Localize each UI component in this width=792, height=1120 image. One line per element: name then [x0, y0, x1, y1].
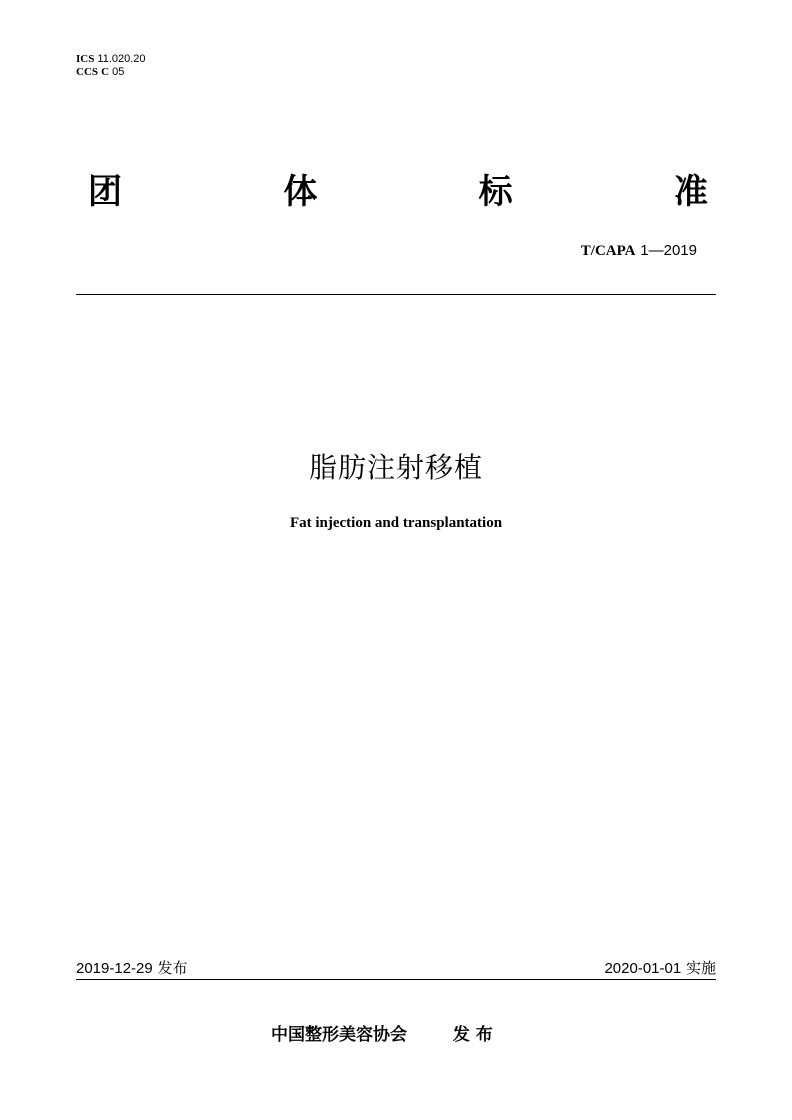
effective-label: 实施	[685, 959, 716, 977]
release-date-line	[76, 957, 188, 978]
document-category	[88, 164, 708, 213]
effective-date-line	[604, 957, 716, 978]
document-title-en: Fat injection and transplantation	[289, 515, 503, 531]
publisher-line	[271, 1020, 493, 1045]
document-title-zh: 脂肪注射移植	[308, 451, 483, 484]
ccs-letter: C	[101, 66, 110, 78]
category-char-2: 体	[283, 172, 318, 212]
top-divider	[76, 294, 716, 295]
category-char-3: 标	[478, 172, 513, 212]
publisher-name: 中国整形美容协会	[271, 1025, 407, 1045]
release-date: 2019-12-29	[76, 960, 153, 977]
bottom-divider	[76, 979, 716, 980]
ics-line	[76, 53, 146, 66]
publisher-action: 发 布	[452, 1025, 493, 1045]
release-label: 发布	[157, 959, 188, 977]
category-char-4: 准	[673, 172, 708, 212]
ccs-prefix: CCS	[76, 66, 99, 78]
standard-number	[581, 241, 697, 260]
category-char-1: 团	[88, 172, 122, 212]
ics-code: 11.020.20	[97, 53, 146, 65]
ccs-code: 05	[112, 66, 125, 78]
standard-prefix: T/CAPA	[580, 243, 636, 259]
standard-code: 1—2019	[640, 242, 697, 259]
ccs-line	[76, 66, 124, 79]
ics-prefix: ICS	[76, 53, 95, 65]
effective-date: 2020-01-01	[604, 960, 682, 977]
